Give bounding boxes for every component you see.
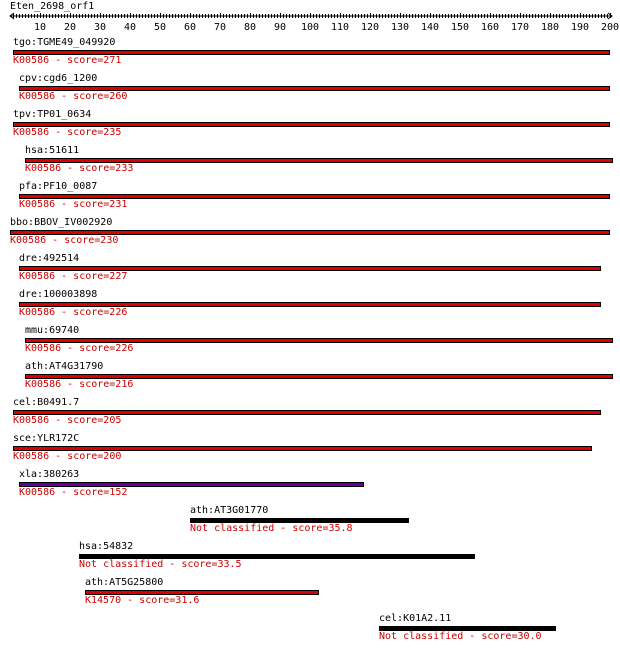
hit-score-label[interactable]: K00586 - score=271 — [13, 55, 122, 66]
hit-name[interactable]: cpv:cgd6_1200 — [19, 73, 98, 84]
hit-name[interactable]: dre:100003898 — [19, 289, 98, 300]
hit-score-label[interactable]: K00586 - score=226 — [25, 343, 134, 354]
hit-name[interactable]: hsa:54832 — [79, 541, 134, 552]
hit-score-label[interactable]: K14570 - score=31.6 — [85, 595, 200, 606]
hit-name[interactable]: ath:AT5G25800 — [85, 577, 164, 588]
axis-tick-label: 140 — [420, 22, 440, 33]
axis-tick-label: 40 — [123, 22, 137, 33]
axis-tick-label: 50 — [153, 22, 167, 33]
hit-score-label[interactable]: K00586 - score=260 — [19, 91, 128, 102]
hit-score-label[interactable]: K00586 - score=235 — [13, 127, 122, 138]
axis-tick-label: 130 — [390, 22, 410, 33]
axis-tick-label: 170 — [510, 22, 530, 33]
hit-score-label[interactable]: K00586 - score=200 — [13, 451, 122, 462]
axis-tick-label: 100 — [300, 22, 320, 33]
axis-tick-label: 180 — [540, 22, 560, 33]
hit-score-label[interactable]: K00586 - score=205 — [13, 415, 122, 426]
axis-tick-label: 10 — [33, 22, 47, 33]
axis-tick-label: 30 — [93, 22, 107, 33]
hit-name[interactable]: mmu:69740 — [25, 325, 80, 336]
hit-name[interactable]: tgo:TGME49_049920 — [13, 37, 116, 48]
axis-tick-label: 120 — [360, 22, 380, 33]
query-title: Eten_2698_orf1 — [10, 1, 95, 12]
hit-score-label[interactable]: K00586 - score=227 — [19, 271, 128, 282]
hit-score-label[interactable]: K00586 - score=231 — [19, 199, 128, 210]
hit-name[interactable]: ath:AT3G01770 — [190, 505, 269, 516]
hit-score-label[interactable]: K00586 - score=233 — [25, 163, 134, 174]
hit-name[interactable]: xla:380263 — [19, 469, 80, 480]
hit-name[interactable]: ath:AT4G31790 — [25, 361, 104, 372]
hit-name[interactable]: hsa:51611 — [25, 145, 80, 156]
axis-tick-label: 90 — [273, 22, 287, 33]
hit-score-label[interactable]: Not classified - score=33.5 — [79, 559, 242, 570]
hit-score-label[interactable]: Not classified - score=35.8 — [190, 523, 353, 534]
hit-score-label[interactable]: K00586 - score=152 — [19, 487, 128, 498]
hit-name[interactable]: dre:492514 — [19, 253, 80, 264]
hit-name[interactable]: cel:K01A2.11 — [379, 613, 452, 624]
axis-tick-label: 190 — [570, 22, 590, 33]
hit-score-label[interactable]: Not classified - score=30.0 — [379, 631, 542, 642]
hit-score-label[interactable]: K00586 - score=216 — [25, 379, 134, 390]
hit-name[interactable]: pfa:PF10_0087 — [19, 181, 98, 192]
axis-tick-label: 20 — [63, 22, 77, 33]
hit-name[interactable]: tpv:TP01_0634 — [13, 109, 92, 120]
axis-tick-label: 60 — [183, 22, 197, 33]
axis-tick-label: 200 — [600, 22, 620, 33]
axis-tick-label: 70 — [213, 22, 227, 33]
hit-name[interactable]: sce:YLR172C — [13, 433, 80, 444]
hit-name[interactable]: cel:B0491.7 — [13, 397, 80, 408]
hit-name[interactable]: bbo:BBOV_IV002920 — [10, 217, 113, 228]
axis-tick-label: 160 — [480, 22, 500, 33]
hit-score-label[interactable]: K00586 - score=226 — [19, 307, 128, 318]
position-axis — [0, 0, 620, 40]
hit-score-label[interactable]: K00586 - score=230 — [10, 235, 119, 246]
axis-tick-label: 80 — [243, 22, 257, 33]
axis-tick-label: 150 — [450, 22, 470, 33]
axis-tick-label: 110 — [330, 22, 350, 33]
